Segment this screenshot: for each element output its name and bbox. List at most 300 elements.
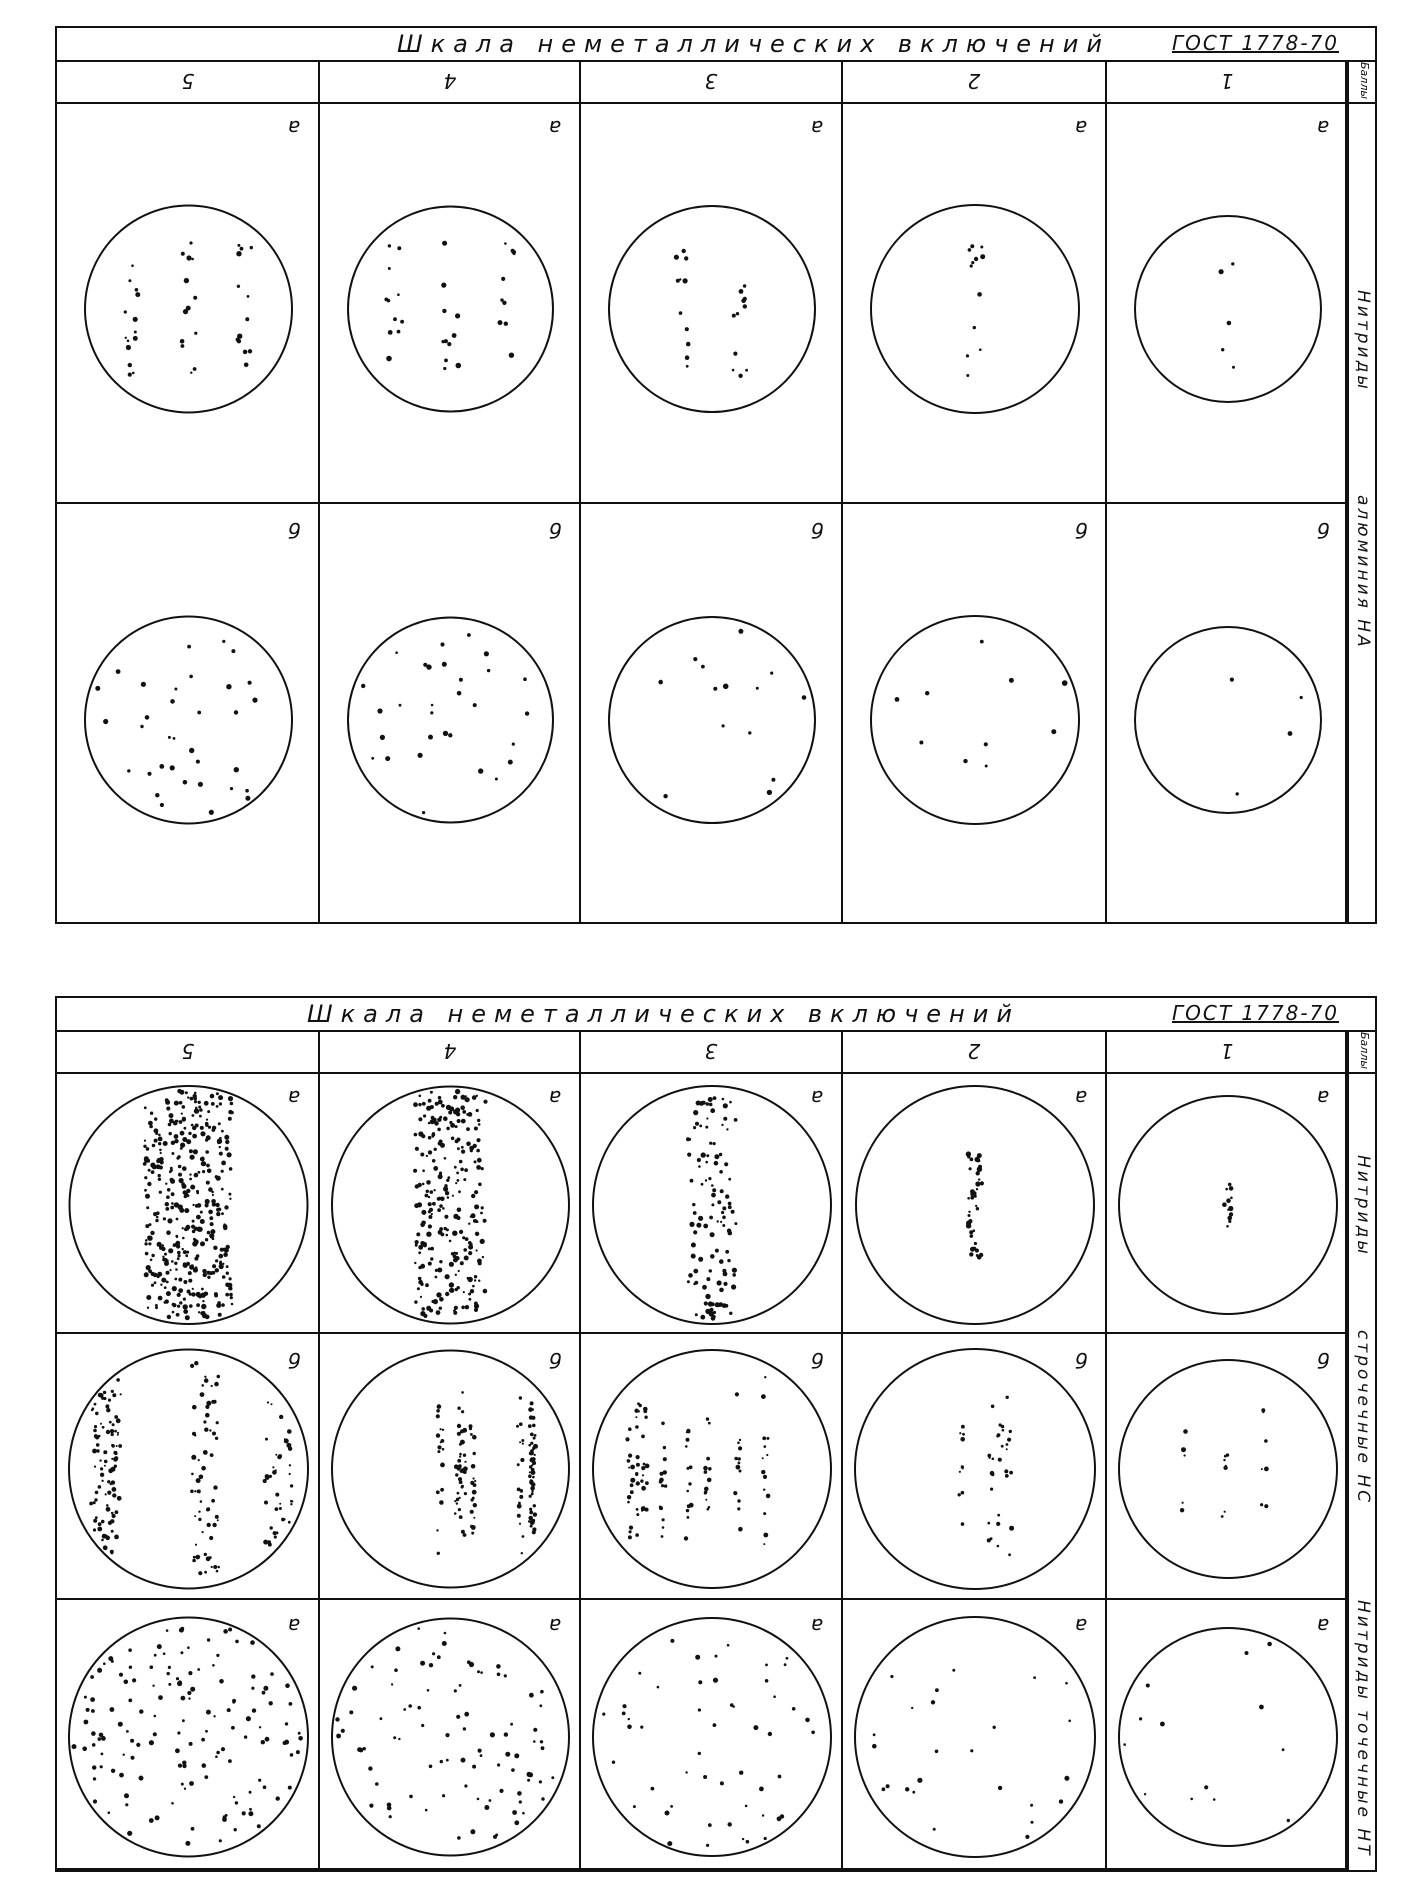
inclusion-dot — [164, 1253, 167, 1256]
inclusion-dot — [144, 1242, 147, 1245]
inclusion-dot — [499, 1789, 503, 1793]
inclusion-dot — [645, 1464, 650, 1469]
inclusion-dot — [174, 1278, 177, 1281]
inclusion-dot — [111, 1660, 114, 1663]
inclusion-dot — [117, 1432, 119, 1434]
inclusion-dot — [1009, 1471, 1013, 1475]
inclusion-dot — [426, 1155, 428, 1157]
inclusion-dot — [212, 1264, 216, 1268]
inclusion-dot — [140, 725, 143, 728]
inclusion-dot — [249, 1808, 252, 1811]
inclusion-dot — [202, 1269, 206, 1273]
inclusion-dot — [464, 1712, 469, 1717]
inclusion-dot — [1190, 1798, 1193, 1801]
inclusion-dot — [682, 249, 686, 253]
inclusion-dot — [474, 1304, 479, 1309]
inclusion-dot — [217, 1566, 220, 1569]
inclusion-dot — [712, 1188, 716, 1192]
inclusion-dot — [165, 1183, 167, 1185]
inclusion-dot — [145, 1239, 148, 1242]
inclusion-dot — [461, 1410, 464, 1413]
inclusion-dot — [438, 1100, 443, 1105]
inclusion-dot — [150, 1259, 153, 1262]
score-column-1: 1 — [1107, 1030, 1349, 1072]
inclusion-dot — [118, 1444, 122, 1448]
inclusion-dot — [259, 1726, 261, 1728]
inclusion-dot — [468, 1251, 472, 1255]
inclusion-dot — [514, 1820, 519, 1825]
inclusion-dot — [105, 1493, 107, 1495]
inclusion-dot — [106, 1504, 109, 1507]
inclusion-dot — [399, 704, 402, 707]
inclusion-dot — [1222, 1202, 1227, 1207]
inclusion-dot — [221, 1212, 224, 1215]
inclusion-dot — [101, 1753, 104, 1756]
inclusion-dot — [473, 1452, 476, 1455]
inclusion-dot — [498, 320, 503, 325]
inclusion-dot — [1261, 1468, 1263, 1470]
inclusion-dot — [191, 1225, 195, 1229]
inclusion-dot — [205, 1730, 208, 1733]
inclusion-dot — [674, 255, 679, 260]
inclusion-dot — [224, 1135, 229, 1140]
inclusion-dot — [768, 1732, 772, 1736]
inclusion-dot — [636, 1463, 640, 1467]
inclusion-dot — [245, 317, 249, 321]
inclusion-dot — [440, 1428, 442, 1430]
inclusion-dot — [440, 1488, 444, 1492]
inclusion-dot — [431, 1116, 435, 1120]
inclusion-dot — [1267, 1642, 1272, 1647]
inclusion-dot — [512, 250, 517, 255]
inclusion-dot — [636, 1481, 640, 1485]
inclusion-dot — [231, 1726, 235, 1730]
inclusion-dot — [267, 1401, 269, 1403]
inclusion-dot — [408, 1704, 412, 1708]
inclusion-dot — [664, 1484, 667, 1487]
inclusion-dot — [527, 1779, 530, 1782]
inclusion-dot — [421, 1221, 426, 1226]
inclusion-dot — [737, 1499, 740, 1502]
inclusion-dot — [150, 1231, 154, 1235]
inclusion-dot — [159, 1149, 162, 1152]
inclusion-dot — [127, 340, 130, 343]
inclusion-dot — [188, 1697, 190, 1699]
inclusion-dot — [763, 1475, 767, 1479]
inclusion-dot — [191, 1473, 194, 1476]
field-of-view-circle — [593, 1618, 831, 1856]
inclusion-dot — [248, 1811, 253, 1816]
inclusion-dot — [159, 1191, 162, 1194]
inclusion-dot — [96, 1443, 100, 1447]
inclusion-dot — [206, 1508, 209, 1511]
inclusion-dot — [444, 1215, 448, 1219]
row-marker: а — [287, 1614, 300, 1638]
inclusion-dot — [437, 1118, 441, 1122]
inclusion-dot — [125, 337, 127, 339]
inclusion-dot — [1288, 731, 1293, 736]
inclusion-dot — [150, 1112, 153, 1115]
inclusion-dot — [224, 1205, 228, 1209]
inclusion-dot — [201, 1161, 206, 1166]
inclusion-dot — [701, 1183, 704, 1186]
inclusion-dot — [496, 1664, 501, 1669]
inclusion-dot — [708, 1823, 712, 1827]
micrograph-cell — [1107, 1334, 1349, 1600]
inclusion-dot — [110, 1519, 114, 1523]
inclusion-dot — [519, 1523, 521, 1525]
inclusion-dot — [207, 1110, 210, 1113]
inclusion-dot — [979, 348, 982, 351]
inclusion-dot — [228, 1096, 233, 1101]
inclusion-dot — [146, 1147, 150, 1151]
inclusion-dot — [163, 1652, 166, 1655]
inclusion-dot — [695, 1122, 699, 1126]
inclusion-dot — [195, 1555, 200, 1560]
inclusion-dot — [691, 1254, 696, 1259]
side-label-column — [1345, 1030, 1375, 1870]
inclusion-dot — [185, 1091, 188, 1094]
inclusion-dot — [532, 1447, 535, 1450]
inclusion-dot — [206, 1119, 208, 1121]
inclusion-dot — [729, 1312, 732, 1315]
inclusion-dot — [139, 1709, 143, 1713]
inclusion-dot — [512, 1810, 517, 1815]
inclusion-dot — [101, 1520, 105, 1524]
inclusion-dot — [530, 1433, 534, 1437]
inclusion-dot — [504, 242, 507, 245]
inclusion-dot — [209, 810, 214, 815]
inclusion-dot — [209, 1556, 212, 1559]
row-marker: а — [1316, 116, 1329, 140]
inclusion-dot — [968, 1214, 971, 1217]
inclusion-dot — [454, 1500, 456, 1502]
inclusion-dot — [442, 1429, 444, 1431]
inclusion-dot — [721, 1124, 723, 1126]
inclusion-dot — [458, 1190, 461, 1193]
inclusion-dot — [445, 1292, 449, 1296]
inclusion-dot — [478, 1183, 482, 1187]
inclusion-dot — [622, 1712, 626, 1716]
inclusion-dot — [970, 1189, 975, 1194]
inclusion-dot — [435, 1276, 438, 1279]
inclusion-dot — [148, 1242, 151, 1245]
inclusion-dot — [651, 1787, 655, 1791]
inclusion-dot — [449, 1240, 452, 1243]
inclusion-dot — [764, 1837, 767, 1840]
inclusion-dot — [532, 1530, 536, 1534]
inclusion-dot — [629, 1526, 633, 1530]
inclusion-dot — [216, 1303, 221, 1308]
inclusion-dot — [698, 1257, 703, 1262]
inclusion-dot — [459, 1515, 463, 1519]
inclusion-dot — [456, 1172, 459, 1175]
field-of-view-circle — [1135, 216, 1321, 402]
inclusion-dot — [454, 1512, 457, 1515]
inclusion-dot — [225, 1293, 229, 1297]
inclusion-dot — [223, 1815, 227, 1819]
inclusion-dot — [1236, 792, 1239, 795]
inclusion-dot — [98, 1737, 102, 1741]
inclusion-dot — [641, 1506, 646, 1511]
inclusion-dot — [974, 257, 978, 261]
inclusion-dot — [459, 1456, 461, 1458]
inclusion-dot — [688, 1482, 691, 1485]
inclusion-dot — [709, 1142, 712, 1145]
inclusion-dot — [715, 1655, 718, 1658]
inclusion-dot — [248, 349, 252, 353]
inclusion-dot — [219, 1146, 221, 1148]
inclusion-dot — [125, 1803, 128, 1806]
inclusion-dot — [228, 1628, 232, 1632]
inclusion-dot — [445, 1191, 449, 1195]
inclusion-dot — [455, 1252, 458, 1255]
inclusion-dot — [99, 1459, 101, 1461]
inclusion-dot — [693, 1126, 696, 1129]
field-of-view-circle — [855, 1349, 1095, 1589]
inclusion-dot — [480, 1239, 485, 1244]
inclusion-dot — [436, 1490, 440, 1494]
inclusion-dot — [765, 1664, 768, 1667]
inclusion-dot — [221, 1188, 224, 1191]
inclusion-dot — [722, 1216, 726, 1220]
inclusion-dot — [420, 1153, 424, 1157]
inclusion-dot — [341, 1729, 345, 1733]
inclusion-dot — [504, 322, 508, 326]
inclusion-dot — [186, 255, 191, 260]
inclusion-dot — [182, 1237, 185, 1240]
inclusion-dot — [182, 1105, 186, 1109]
inclusion-dot — [522, 1443, 524, 1445]
inclusion-dot — [444, 339, 448, 343]
inclusion-dot — [205, 1122, 209, 1126]
field-of-view-circle — [593, 1350, 831, 1588]
inclusion-dot — [710, 1232, 715, 1237]
inclusion-dot — [711, 1203, 714, 1206]
inclusion-dot — [971, 261, 974, 264]
inclusion-dot — [422, 1242, 427, 1247]
inclusion-dot — [1224, 1511, 1226, 1513]
inclusion-dot — [425, 1283, 429, 1287]
inclusion-dot — [469, 1146, 474, 1151]
inclusion-dot — [175, 1268, 178, 1271]
inclusion-dot — [425, 1809, 428, 1812]
inclusion-dot — [141, 682, 146, 687]
inclusion-dot — [764, 1376, 766, 1378]
inclusion-dot — [1223, 1459, 1225, 1461]
inclusion-dot — [700, 1315, 705, 1320]
inclusion-dot — [725, 1304, 729, 1308]
inclusion-dot — [112, 1487, 117, 1492]
inclusion-dot — [191, 1455, 196, 1460]
inclusion-dot — [414, 1133, 418, 1137]
inclusion-dot — [480, 1212, 483, 1215]
inclusion-dot — [226, 684, 231, 689]
inclusion-dot — [1030, 1804, 1033, 1807]
inclusion-dot — [1227, 1216, 1232, 1221]
inclusion-dot — [432, 1132, 435, 1135]
inclusion-dot — [172, 1303, 176, 1307]
inclusion-dot — [519, 1422, 523, 1426]
inclusion-dot — [110, 1550, 114, 1554]
inclusion-dot — [84, 1720, 89, 1725]
inclusion-dot — [156, 1216, 159, 1219]
inclusion-dot — [219, 1839, 222, 1842]
score-column-3: 3 — [581, 1030, 843, 1072]
inclusion-dot — [93, 1519, 97, 1523]
scale-sheet-1 — [55, 26, 1377, 924]
inclusion-dot — [130, 1739, 134, 1743]
inclusion-dot — [103, 719, 108, 724]
inclusion-dot — [197, 1489, 201, 1493]
inclusion-dot — [201, 1384, 204, 1387]
micrograph-field — [57, 1334, 320, 1600]
inclusion-dot — [987, 1522, 990, 1525]
inclusion-dot — [221, 1170, 224, 1173]
inclusion-dot — [187, 1290, 191, 1294]
inclusion-dot — [235, 1801, 238, 1804]
inclusion-dot — [430, 1105, 434, 1109]
inclusion-dot — [1228, 1220, 1231, 1223]
inclusion-dot — [145, 1194, 150, 1199]
inclusion-dot — [184, 278, 189, 283]
inclusion-dot — [453, 1095, 457, 1099]
inclusion-dot — [132, 1678, 136, 1682]
inclusion-dot — [368, 1766, 372, 1770]
inclusion-dot — [696, 1223, 701, 1228]
inclusion-dot — [163, 1217, 166, 1220]
inclusion-dot — [461, 1486, 464, 1489]
inclusion-dot — [215, 1437, 218, 1440]
inclusion-dot — [959, 1471, 961, 1473]
inclusion-dot — [212, 1194, 214, 1196]
inclusion-dot — [106, 1408, 110, 1412]
inclusion-dot — [517, 1463, 520, 1466]
inclusion-dot — [92, 1765, 96, 1769]
inclusion-dot — [419, 1095, 422, 1098]
inclusion-dot — [190, 1490, 194, 1494]
inclusion-dot — [279, 1507, 282, 1510]
inclusion-dot — [726, 1128, 728, 1130]
micrograph-field — [1107, 102, 1349, 504]
inclusion-dot — [216, 1092, 219, 1095]
inclusion-dot — [1261, 1408, 1265, 1412]
inclusion-dot — [100, 1467, 103, 1470]
inclusion-dot — [135, 292, 140, 297]
inclusion-dot — [979, 1253, 983, 1257]
inclusion-dot — [484, 1805, 489, 1810]
inclusion-dot — [136, 1743, 140, 1747]
inclusion-dot — [436, 1409, 440, 1413]
sheet-title-bar — [57, 998, 1375, 1032]
inclusion-dot — [228, 1759, 232, 1763]
inclusion-dot — [1227, 321, 1232, 326]
inclusion-dot — [686, 1490, 689, 1493]
inclusion-dot — [453, 1255, 457, 1259]
inclusion-dot — [975, 1205, 977, 1207]
inclusion-dot — [115, 1510, 119, 1514]
inclusion-dot — [476, 1249, 478, 1251]
inclusion-dot — [1245, 1651, 1249, 1655]
sheet-title: Шкала неметаллических включений — [397, 30, 1110, 58]
inclusion-dot — [997, 1514, 1000, 1517]
inclusion-dot — [229, 1198, 231, 1200]
micrograph-field — [57, 1072, 320, 1334]
inclusion-dot — [495, 778, 498, 781]
inclusion-dot — [443, 367, 446, 370]
inclusion-dot — [426, 1232, 431, 1237]
inclusion-dot — [118, 1722, 123, 1727]
inclusion-dot — [739, 289, 744, 294]
inclusion-dot — [207, 1231, 211, 1235]
inclusion-dot — [119, 1773, 124, 1778]
inclusion-dot — [973, 326, 976, 329]
inclusion-dot — [86, 1708, 90, 1712]
inclusion-dot — [226, 1265, 229, 1268]
inclusion-dot — [124, 310, 127, 313]
inclusion-dot — [481, 1167, 484, 1170]
inclusion-dot — [729, 1101, 732, 1104]
inclusion-dot — [996, 1435, 999, 1438]
inclusion-dot — [466, 1113, 469, 1116]
inclusion-dot — [261, 1740, 265, 1744]
inclusion-dot — [214, 1382, 219, 1387]
inclusion-dot — [473, 1483, 477, 1487]
inclusion-dot — [146, 1206, 149, 1209]
micrograph-field — [1107, 1334, 1349, 1600]
inclusion-dot — [463, 1533, 467, 1537]
inclusion-dot — [205, 1139, 208, 1142]
inclusion-dot — [183, 1298, 186, 1301]
inclusion-dot — [192, 1134, 197, 1139]
inclusion-dot — [935, 1750, 939, 1754]
inclusion-dot — [695, 1313, 698, 1316]
inclusion-dot — [131, 264, 134, 267]
inclusion-dot — [693, 1211, 697, 1215]
inclusion-dot — [442, 1207, 445, 1210]
inclusion-dot — [181, 1627, 185, 1631]
inclusion-dot — [100, 1473, 104, 1477]
inclusion-dot — [114, 1415, 118, 1419]
inclusion-dot — [371, 1665, 374, 1668]
micrograph-cell — [320, 1072, 581, 1334]
inclusion-dot — [641, 1486, 646, 1491]
inclusion-dot — [635, 1416, 637, 1418]
inclusion-dot — [167, 1218, 172, 1223]
inclusion-dot — [685, 355, 690, 360]
inclusion-dot — [171, 1192, 175, 1196]
row-marker: а — [1074, 116, 1087, 140]
micrograph-field — [57, 504, 320, 924]
inclusion-dot — [189, 1173, 191, 1175]
inclusion-dot — [223, 1629, 228, 1634]
inclusion-dot — [457, 1147, 460, 1150]
inclusion-dot — [437, 1208, 441, 1212]
inclusion-dot — [193, 1267, 198, 1272]
inclusion-dot — [188, 1132, 191, 1135]
inclusion-dot — [461, 1391, 464, 1394]
inclusion-dot — [192, 1288, 194, 1290]
inclusion-dot — [458, 1497, 460, 1499]
inclusion-dot — [198, 1311, 200, 1313]
inclusion-dot — [442, 1448, 445, 1451]
inclusion-dot — [628, 1467, 630, 1469]
inclusion-dot — [96, 1449, 99, 1452]
inclusion-dot — [970, 1749, 973, 1752]
micrograph-cell — [843, 1072, 1107, 1334]
inclusion-dot — [186, 306, 191, 311]
inclusion-dot — [480, 1671, 483, 1674]
